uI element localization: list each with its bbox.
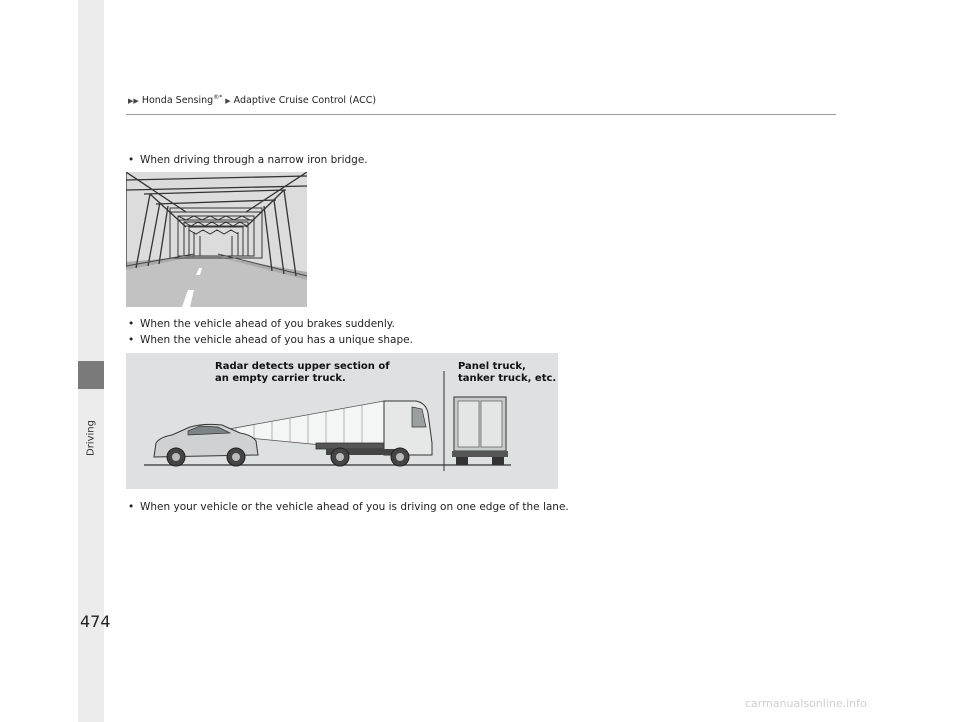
watermark: carmanualsonline.info	[745, 697, 867, 710]
registered-mark: ®	[213, 94, 220, 101]
bullet-text: When your vehicle or the vehicle ahead of you is driving on one edge of the lane.	[140, 501, 569, 513]
breadcrumb-item-honda-sensing[interactable]: Honda Sensing	[141, 95, 214, 107]
iron-bridge-illustration	[126, 172, 307, 307]
panel-truck-callout	[458, 361, 556, 385]
panel-truck-callout-line: Panel truck,	[458, 361, 526, 372]
asterisk-mark: *	[219, 94, 223, 101]
radar-callout-line: an empty carrier truck.	[215, 373, 346, 384]
breadcrumb-item-acc[interactable]: Adaptive Cruise Control (ACC)	[233, 95, 377, 107]
bullet-item	[128, 334, 413, 346]
page-number: 474	[80, 612, 111, 631]
bullet-dot-icon: •	[128, 334, 135, 346]
bullet-text: When the vehicle ahead of you brakes suddenly.	[140, 318, 395, 330]
bullet-item	[128, 154, 368, 166]
chapter-tab-marker	[78, 361, 104, 389]
breadcrumb-arrow-icon: ▶	[225, 97, 231, 106]
chapter-label: Driving	[85, 420, 97, 456]
breadcrumb-arrow-icon: ▶▶	[128, 97, 139, 106]
radar-callout-line: Radar detects upper section of	[215, 361, 390, 372]
bullet-dot-icon: •	[128, 501, 135, 513]
bullet-dot-icon: •	[128, 154, 135, 166]
header-divider	[126, 114, 836, 115]
panel-truck-rear	[452, 397, 508, 465]
bullet-item	[128, 318, 395, 330]
bullet-text: When the vehicle ahead of you has a unique shape.	[140, 334, 413, 346]
radar-callout	[215, 361, 390, 385]
bullet-dot-icon: •	[128, 318, 135, 330]
bullet-text: When driving through a narrow iron bridge.	[140, 154, 368, 166]
breadcrumb	[128, 94, 376, 106]
panel-truck-callout-line: tanker truck, etc.	[458, 373, 557, 384]
bullet-item	[128, 501, 569, 513]
